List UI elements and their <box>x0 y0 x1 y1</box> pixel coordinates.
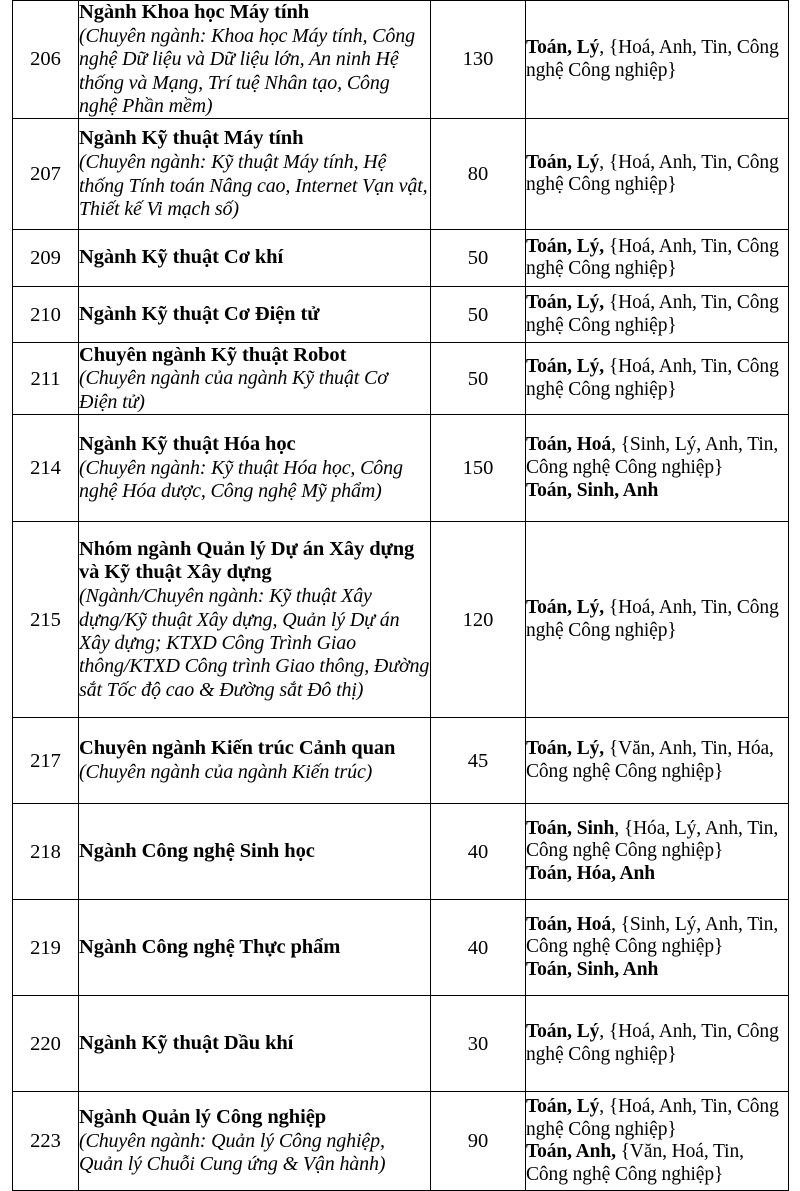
program-code: 209 <box>30 247 61 270</box>
quota-value: 130 <box>462 48 494 71</box>
program-code-cell <box>13 900 79 996</box>
quota-value: 45 <box>467 749 489 772</box>
quota-value: 50 <box>467 367 489 390</box>
program-specialization-note: (Ngành/Chuyên ngành: Kỹ thuật Xây dựng/Kỹ thuật Xây dựng, Quản lý Dự án Xây dựng; KTXD Công Trình Giao thông/KTXD Công trình Giao thông, Đường sắt Tốc độ cao & Đường sắt Đô thị) <box>79 585 430 701</box>
quota-cell <box>431 415 526 522</box>
subject-combination-cell <box>526 343 789 415</box>
program-code: 217 <box>30 749 61 772</box>
program-code: 214 <box>30 457 61 480</box>
program-specialization-note: (Chuyên ngành của ngành Kiến trúc) <box>79 761 373 784</box>
program-title: Ngành Kỹ thuật Cơ Điện tử <box>79 302 320 325</box>
subject-alternatives: {Văn, Anh, Tin, Hóa, Công nghệ Công nghiệp} <box>526 738 774 782</box>
program-code-cell <box>13 1092 79 1191</box>
quota-value: 30 <box>467 1032 489 1055</box>
program-code: 219 <box>30 936 61 959</box>
quota-value: 150 <box>462 457 494 480</box>
quota-cell <box>431 119 526 230</box>
program-title: Ngành Khoa học Máy tính <box>79 1 310 23</box>
quota-value: 120 <box>462 608 494 631</box>
program-name-cell <box>79 119 431 230</box>
subject-primary: Toán, Sinh, Anh <box>526 479 659 501</box>
program-name-cell <box>79 1 431 119</box>
subject-combination-cell <box>526 1 789 119</box>
subject-combination <box>526 292 788 338</box>
table-row <box>13 1092 789 1191</box>
table-row <box>13 343 789 415</box>
subject-combination-cell <box>526 996 789 1092</box>
subject-primary: Toán, Lý <box>526 1095 600 1117</box>
admissions-quota-table <box>12 0 789 1191</box>
subject-alternatives: , {Sinh, Lý, Anh, Tin, Công nghệ Công nghiệp} <box>526 434 779 478</box>
quota-cell <box>431 1092 526 1191</box>
subject-primary: Toán, Lý <box>526 151 600 173</box>
subject-combination-cell <box>526 522 789 718</box>
quota-value: 90 <box>467 1130 489 1153</box>
program-name-cell <box>79 718 431 804</box>
table-row <box>13 522 789 718</box>
subject-combination <box>526 1096 788 1142</box>
subject-combination <box>526 152 788 198</box>
program-code-cell <box>13 804 79 900</box>
subject-alternatives: , {Hóa, Lý, Anh, Tin, Công nghệ Công nghiệp} <box>526 817 779 862</box>
quota-cell <box>431 343 526 415</box>
subject-combination <box>526 818 788 864</box>
quota-value: 50 <box>467 247 489 270</box>
subject-combination <box>526 959 788 982</box>
subject-alternatives: , {Hoá, Anh, Tin, Công nghệ Công nghiệp} <box>526 1021 779 1065</box>
subject-combination <box>526 914 788 960</box>
table-row <box>13 119 789 230</box>
program-code: 207 <box>30 163 61 186</box>
subject-combination-cell <box>526 718 789 804</box>
program-title: Chuyên ngành Kỹ thuật Robot <box>79 343 347 366</box>
quota-cell <box>431 996 526 1092</box>
subject-primary: Toán, Hoá <box>526 913 612 935</box>
program-name-cell <box>79 522 431 718</box>
program-specialization-note: (Chuyên ngành: Quản lý Công nghiệp, Quản lý Chuỗi Cung ứng & Vận hành) <box>79 1129 386 1176</box>
subject-primary: Toán, Lý <box>526 1021 600 1043</box>
quota-cell <box>431 718 526 804</box>
subject-combination-cell <box>526 287 789 343</box>
program-name-cell <box>79 287 431 343</box>
table-body <box>13 1 789 1191</box>
program-name-cell <box>79 996 431 1092</box>
program-specialization-note: (Chuyên ngành: Kỹ thuật Hóa học, Công nghệ Hóa dược, Công nghệ Mỹ phẩm) <box>79 456 403 503</box>
quota-cell <box>431 1 526 119</box>
subject-alternatives: , {Hoá, Anh, Tin, Công nghệ Công nghiệp} <box>526 1095 779 1140</box>
table-row <box>13 996 789 1092</box>
table-row <box>13 415 789 522</box>
program-title: Ngành Kỹ thuật Hóa học <box>79 433 296 456</box>
program-title: Ngành Kỹ thuật Dầu khí <box>79 1031 294 1054</box>
program-title: Chuyên ngành Kiến trúc Cảnh quan <box>79 737 396 760</box>
subject-combination-cell <box>526 415 789 522</box>
subject-primary: Toán, Hoá <box>526 434 612 456</box>
quota-value: 40 <box>467 840 489 863</box>
subject-primary: Toán, Lý, <box>526 597 605 619</box>
subject-combination-cell <box>526 1092 789 1191</box>
quota-cell <box>431 900 526 996</box>
subject-combination <box>526 236 788 282</box>
subject-alternatives: {Hoá, Anh, Tin, Công nghệ Công nghiệp} <box>526 235 779 280</box>
program-code-cell <box>13 1 79 119</box>
program-code-cell <box>13 415 79 522</box>
program-title: Ngành Quản lý Công nghiệp <box>79 1106 327 1129</box>
subject-primary: Toán, Hóa, Anh <box>526 863 656 885</box>
subject-alternatives: {Hoá, Anh, Tin, Công nghệ Công nghiệp} <box>526 356 779 400</box>
program-specialization-note: (Chuyên ngành của ngành Kỹ thuật Cơ Điện tử) <box>79 367 388 413</box>
program-code-cell <box>13 522 79 718</box>
subject-primary: Toán, Lý, <box>526 356 605 378</box>
subject-primary: Toán, Sinh <box>526 817 615 839</box>
subject-primary: Toán, Anh, <box>526 1141 616 1163</box>
program-title: Ngành Kỹ thuật Máy tính <box>79 127 304 150</box>
subject-combination-cell <box>526 230 789 287</box>
quota-cell <box>431 522 526 718</box>
subject-primary: Toán, Lý, <box>526 235 605 257</box>
subject-alternatives: , {Hoá, Anh, Tin, Công nghệ Công nghiệp} <box>526 151 779 196</box>
program-code: 210 <box>30 303 61 326</box>
program-code-cell <box>13 287 79 343</box>
subject-alternatives: , {Hoá, Anh, Tin, Công nghệ Công nghiệp} <box>526 36 779 81</box>
program-code: 220 <box>30 1032 61 1055</box>
program-code: 215 <box>30 608 61 631</box>
program-code-cell <box>13 119 79 230</box>
table-row <box>13 718 789 804</box>
subject-alternatives: {Văn, Hoá, Tin, Công nghệ Công nghiệp} <box>526 1141 744 1186</box>
subject-combination <box>526 863 788 886</box>
subject-combination-cell <box>526 900 789 996</box>
subject-combination <box>526 356 788 402</box>
quota-value: 80 <box>467 163 489 186</box>
subject-combination <box>526 597 788 643</box>
subject-combination-cell <box>526 119 789 230</box>
quota-value: 50 <box>467 303 489 326</box>
program-code: 206 <box>30 48 61 71</box>
subject-combination <box>526 37 788 83</box>
subject-primary: Toán, Sinh, Anh <box>526 959 659 981</box>
program-name-cell <box>79 1092 431 1191</box>
program-name-cell <box>79 415 431 522</box>
subject-combination <box>526 480 788 503</box>
program-title: Ngành Công nghệ Sinh học <box>79 839 315 862</box>
subject-combination-cell <box>526 804 789 900</box>
program-title: Ngành Kỹ thuật Cơ khí <box>79 246 284 269</box>
subject-combination <box>526 1021 788 1067</box>
program-code-cell <box>13 718 79 804</box>
program-title: Nhóm ngành Quản lý Dự án Xây dựng và Kỹ thuật Xây dựng <box>79 537 415 584</box>
table-row <box>13 1 789 119</box>
program-code-cell <box>13 230 79 287</box>
subject-combination <box>526 738 788 784</box>
quota-cell <box>431 230 526 287</box>
subject-primary: Toán, Lý <box>526 36 600 58</box>
program-code: 218 <box>30 840 61 863</box>
program-code-cell <box>13 996 79 1092</box>
program-name-cell <box>79 230 431 287</box>
program-title: Ngành Công nghệ Thực phẩm <box>79 935 341 958</box>
subject-primary: Toán, Lý, <box>526 738 605 760</box>
table-row <box>13 804 789 900</box>
quota-cell <box>431 804 526 900</box>
subject-alternatives: {Hoá, Anh, Tin, Công nghệ Công nghiệp} <box>526 597 779 641</box>
program-specialization-note: (Chuyên ngành: Khoa học Máy tính, Công nghệ Dữ liệu và Dữ liệu lớn, An ninh Hệ thống và Mạng, Trí tuệ Nhân tạo, Công nghệ Phần mềm) <box>79 24 415 117</box>
table-row <box>13 900 789 996</box>
table-row <box>13 287 789 343</box>
program-specialization-note: (Chuyên ngành: Kỹ thuật Máy tính, Hệ thống Tính toán Nâng cao, Internet Vạn vật, Thiết kế Vi mạch số) <box>79 151 428 220</box>
subject-alternatives: {Hoá, Anh, Tin, Công nghệ Công nghiệp} <box>526 292 779 336</box>
subject-alternatives: , {Sinh, Lý, Anh, Tin, Công nghệ Công nghiệp} <box>526 913 779 958</box>
program-code: 223 <box>30 1130 61 1153</box>
program-name-cell <box>79 900 431 996</box>
program-code: 211 <box>30 367 61 390</box>
program-name-cell <box>79 343 431 415</box>
program-name-cell <box>79 804 431 900</box>
quota-value: 40 <box>467 936 489 959</box>
subject-combination <box>526 434 788 480</box>
subject-combination <box>526 1141 788 1187</box>
quota-cell <box>431 287 526 343</box>
program-code-cell <box>13 343 79 415</box>
table-row <box>13 230 789 287</box>
subject-primary: Toán, Lý, <box>526 292 605 314</box>
